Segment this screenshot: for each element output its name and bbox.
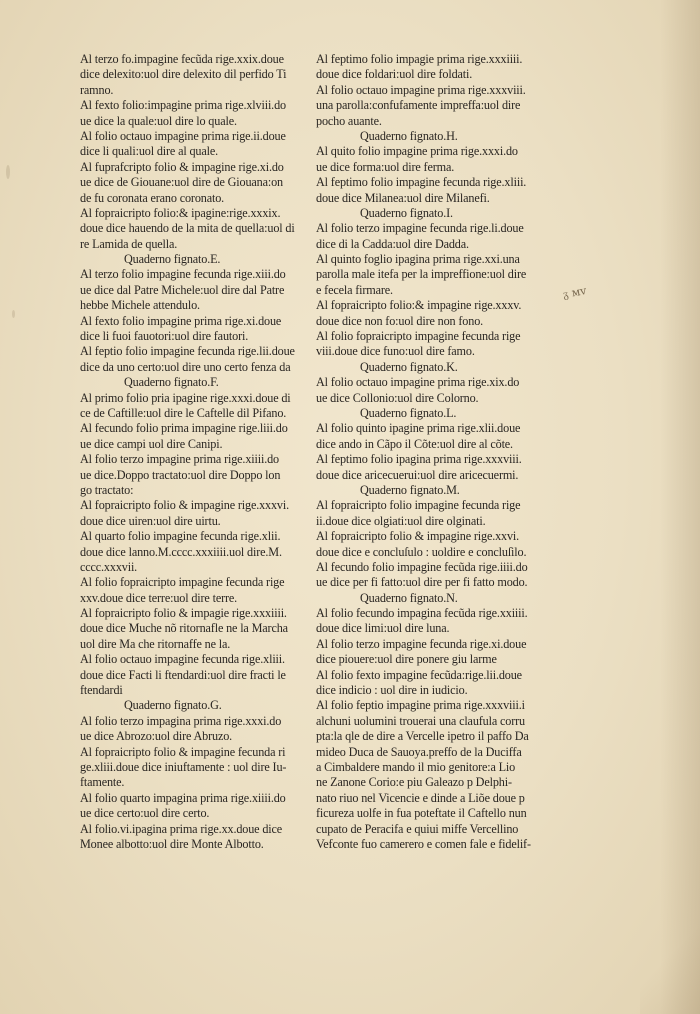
quire-heading: Quaderno fignato.K. <box>360 359 458 374</box>
quire-heading: Quaderno fignato.E. <box>124 252 221 267</box>
text-line: Vefconte fuo camerero e comen fale e fidelif- <box>316 836 531 851</box>
text-line: viii.doue dice funo:uol dire famo. <box>316 344 475 359</box>
text-line: a Cimbaldere mando il mio genitore:a Lio <box>316 759 516 774</box>
page-edge-shadow <box>660 0 700 1014</box>
text-line: doue dice Muche nõ ritornafle ne la Marcha <box>80 621 288 636</box>
text-line: dice delexito:uol dire delexito dil perfido Ti <box>80 67 287 82</box>
text-line: pocho auante. <box>316 113 382 128</box>
text-line: Al folio fexto impagine fecũda:rige.lii.doue <box>316 667 522 682</box>
text-line: re Lamida de quella. <box>80 236 178 251</box>
text-line: Al fuprafcripto folio & impagine rige.xi.do <box>80 159 284 174</box>
quire-heading: Quaderno fignato.L. <box>360 405 457 420</box>
ink-smudge <box>6 165 10 179</box>
text-line: doue dice Facti li ftendardi:uol dire fracti le <box>80 667 286 682</box>
text-line: dice da uno certo:uol dire uno certo fenza da <box>80 359 291 374</box>
text-line: ue dice certo:uol dire certo. <box>80 806 210 821</box>
text-line: Al folio terzo impagina prima rige.xxxi.do <box>80 713 282 728</box>
text-line: de fu coronata erano coronato. <box>80 190 225 205</box>
ink-smudge <box>12 310 15 318</box>
text-line: ce de Caftille:uol dire le Caftelle dil Pifano. <box>80 405 287 420</box>
text-line: Al folio feptio impagine prima rige.xxxviii.i <box>316 698 525 713</box>
text-line: Al folio terzo impagine prima rige.xiiii.do <box>80 452 279 467</box>
page-corner-fold <box>640 924 700 1014</box>
margin-annotation: ᵹ ᴍᴠ <box>562 284 588 301</box>
text-line: doue dice Milanea:uol dire Milanefi. <box>316 190 490 205</box>
text-line: ue dice campi uol dire Canipi. <box>80 436 223 451</box>
text-line: Al quarto folio impagine fecunda rige.xlii. <box>80 529 281 544</box>
text-line: doue dice foldari:uol dire foldati. <box>316 67 473 82</box>
text-line: Al primo folio pria ipagine rige.xxxi.doue di <box>80 390 291 405</box>
quire-heading: Quaderno fignato.I. <box>360 205 453 220</box>
text-line: Al folio terzo impagine fecunda rige.li.doue <box>316 221 524 236</box>
text-line: Al folio.vi.ipagina prima rige.xx.doue dice <box>80 821 283 836</box>
text-line: Al folio fopraicripto impagine fecunda rige <box>316 329 521 344</box>
quire-heading: Quaderno fignato.M. <box>360 482 460 497</box>
text-line: Al folio terzo impagine fecunda rige.xi.doue <box>316 636 527 651</box>
text-line: ue dice Collonio:uol dire Colorno. <box>316 390 479 405</box>
text-line: Al folio octauo impagine prima rige.xxxviii. <box>316 82 526 97</box>
text-line: Al fecundo folio impagine fecũda rige.iiii.do <box>316 559 528 574</box>
text-line: ii.doue dice olgiati:uol dire olginati. <box>316 513 486 528</box>
text-line: Al fopraicripto folio:& ipagine:rige.xxxix. <box>80 205 281 220</box>
text-line: ue dice dal Patre Michele:uol dire dal Patre <box>80 282 285 297</box>
text-line: doue dice limi:uol dire luna. <box>316 621 450 636</box>
text-line: doue dice aricecuerui:uol dire aricecuermi. <box>316 467 519 482</box>
text-line: Al quinto foglio ipagina prima rige.xxi.una <box>316 252 520 267</box>
text-line: ficureza uolfe in fua poteftate il Caftello nun <box>316 806 527 821</box>
text-line: ne Zanone Corio:e piu Galeazo p Delphi- <box>316 775 512 790</box>
text-line: ftendardi <box>80 683 123 698</box>
text-line: Al feptimo folio ipagina prima rige.xxxviii. <box>316 452 522 467</box>
text-line: Al fopraicripto folio & impagine rige.xxvi. <box>316 529 520 544</box>
text-line: Al terzo folio impagine fecunda rige.xiii.do <box>80 267 286 282</box>
text-line: dice di la Cadda:uol dire Dadda. <box>316 236 469 251</box>
text-line: Al feptimo folio impagie prima rige.xxxiiii. <box>316 52 523 66</box>
text-line: ramno. <box>80 82 114 97</box>
quire-heading: Quaderno fignato.G. <box>124 698 222 713</box>
text-line: Al fopraicripto folio & impagine rige.xxxvi. <box>80 498 290 513</box>
text-line: Al fexto folio:impagine prima rige.xlviii.do <box>80 98 286 113</box>
text-line: doue dice lanno.M.cccc.xxxiiii.uol dire.M. <box>80 544 282 559</box>
text-line: ue dice forma:uol dire ferma. <box>316 159 455 174</box>
quire-heading: Quaderno fignato.F. <box>124 375 219 390</box>
text-line: Al fopraicripto folio:& impagine rige.xxxv. <box>316 298 522 313</box>
text-line: parolla male itefa per la impreffione:uol dire <box>316 267 527 282</box>
text-line: ue dice.Doppo tractato:uol dire Doppo lon <box>80 467 281 482</box>
text-line: cupato de Peracifa e quiui miffe Vercellino <box>316 821 519 836</box>
text-line: dice piouere:uol dire ponere giu larme <box>316 652 497 667</box>
text-line: Al fopraicripto folio impagine fecunda rige <box>316 498 521 513</box>
text-line: dice li fuoi fauotori:uol dire fautori. <box>80 329 249 344</box>
quire-heading: Quaderno fignato.N. <box>360 590 458 605</box>
text-line: ge.xliii.doue dice iniuftamente : uol dire Iu- <box>80 759 287 774</box>
text-line: Al folio octauo impagine prima rige.ii.doue <box>80 128 286 143</box>
text-line: Al fopraicripto folio & impagie rige.xxxiiii. <box>80 606 287 621</box>
text-line: doue dice non fo:uol dire non fono. <box>316 313 484 328</box>
text-line: go tractato: <box>80 482 134 497</box>
text-line: Al folio quarto impagina prima rige.xiiii.do <box>80 790 286 805</box>
text-line: Al folio octauo impagine prima rige.xix.do <box>316 375 520 390</box>
text-line: pta:la qle de dire a Vercelle ipetro il paffo Da <box>316 729 529 744</box>
text-line: Al folio fecundo impagina fecũda rige.xxiiii. <box>316 606 528 621</box>
text-line: hebbe Michele attendulo. <box>80 298 200 313</box>
text-line: mideo Duca de Sauoya.preffo de la Duciffa <box>316 744 522 759</box>
text-line: uol dire Ma che ritornaffe ne la. <box>80 636 231 651</box>
text-line: Al feptimo folio impagine fecunda rige.xliii. <box>316 175 527 190</box>
text-line: e fecela firmare. <box>316 282 393 297</box>
text-line: Al folio octauo impagine fecunda rige.xliii. <box>80 652 285 667</box>
text-line: Al quito folio impagine prima rige.xxxi.do <box>316 144 518 159</box>
text-line: doue dice uiren:uol dire uirtu. <box>80 513 221 528</box>
text-line: dice li quali:uol dire al quale. <box>80 144 219 159</box>
text-line: Al folio quinto ipagine prima rige.xlii.doue <box>316 421 521 436</box>
text-line: alchuni uolumini trouerai una claufula corru <box>316 713 525 728</box>
text-line: ue dice Abrozo:uol dire Abruzo. <box>80 729 233 744</box>
text-line: Al terzo fo.impagine fecũda rige.xxix.doue <box>80 52 284 66</box>
text-line: ue dice per fi fatto:uol dire per fi fatto modo. <box>316 575 528 590</box>
text-line: Al feptio folio impagine fecunda rige.lii.doue <box>80 344 295 359</box>
text-line: nato riuo nel Vicencie e dinde a Liõe doue p <box>316 790 525 805</box>
left-text-column <box>80 52 298 852</box>
text-line: Monee albotto:uol dire Monte Albotto. <box>80 836 264 851</box>
text-line: ue dice la quale:uol dire lo quale. <box>80 113 237 128</box>
quire-heading: Quaderno fignato.H. <box>360 128 458 143</box>
text-line: dice indicio : uol dire in iudicio. <box>316 683 468 698</box>
text-line: doue dice e concluſulo : uoldire e concluſilo. <box>316 544 527 559</box>
text-line: una parolla:confufamente impreffa:uol dire <box>316 98 521 113</box>
text-line: ftamente. <box>80 775 125 790</box>
text-line: cccc.xxxvii. <box>80 559 138 574</box>
text-line: xxv.doue dice terre:uol dire terre. <box>80 590 238 605</box>
text-line: Al fopraicripto folio & impagine fecunda ri <box>80 744 286 759</box>
text-line: Al folio fopraicripto impagine fecunda rige <box>80 575 285 590</box>
text-line: ue dice de Giouane:uol dire de Giouana:on <box>80 175 283 190</box>
text-line: doue dice hauendo de la mita de quella:uol di <box>80 221 295 236</box>
text-line: Al fecundo folio prima impagine rige.liii.do <box>80 421 288 436</box>
text-line: dice ando in Cãpo il Cõte:uol dire al cõte. <box>316 436 513 451</box>
right-text-column <box>316 52 538 852</box>
text-line: Al fexto folio impagine prima rige.xi.doue <box>80 313 282 328</box>
